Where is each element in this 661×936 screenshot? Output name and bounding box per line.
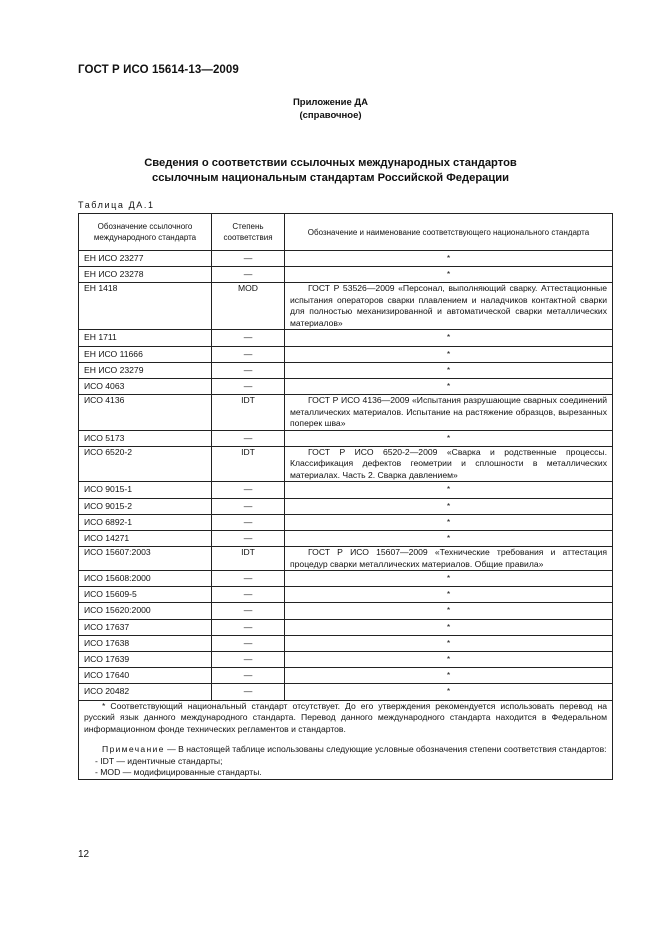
cell-international-code: ЕН ИСО 11666 — [79, 346, 212, 362]
cell-international-code: ИСО 4136 — [79, 395, 212, 431]
cell-degree: — — [212, 530, 285, 546]
table-row — [79, 346, 613, 362]
table-row — [79, 652, 613, 668]
cell-international-code: ИСО 9015-1 — [79, 482, 212, 498]
table-row — [79, 684, 613, 700]
section-title — [0, 156, 661, 186]
table-row — [79, 482, 613, 498]
table-row — [79, 530, 613, 546]
note-paragraph — [84, 744, 607, 756]
cell-national-standard: * — [285, 652, 613, 668]
cell-international-code: ЕН ИСО 23278 — [79, 267, 212, 283]
table-row — [79, 395, 613, 431]
table-row — [79, 603, 613, 619]
cell-national-standard: * — [285, 430, 613, 446]
cell-national-standard: * — [285, 619, 613, 635]
section-title-line-1: Сведения о соответствии ссылочных международных стандартов — [144, 157, 517, 169]
cell-international-code: ИСО 6892-1 — [79, 514, 212, 530]
cell-degree: IDT — [212, 395, 285, 431]
cell-national-standard: * — [285, 587, 613, 603]
cell-degree: — — [212, 330, 285, 346]
cell-international-code: ИСО 20482 — [79, 684, 212, 700]
cell-national-standard: * — [285, 346, 613, 362]
cell-international-code: ЕН 1711 — [79, 330, 212, 346]
cell-degree: — — [212, 571, 285, 587]
cell-international-code: ЕН ИСО 23279 — [79, 362, 212, 378]
cell-international-code: ИСО 15609-5 — [79, 587, 212, 603]
cell-degree: — — [212, 498, 285, 514]
cell-national-standard: * — [285, 378, 613, 394]
section-title-line-2: ссылочным национальным стандартам Российской Федерации — [151, 172, 510, 184]
table-header-row — [79, 214, 613, 251]
table-row — [79, 587, 613, 603]
cell-national-standard: * — [285, 530, 613, 546]
cell-international-code: ИСО 4063 — [79, 378, 212, 394]
cell-degree: — — [212, 251, 285, 267]
table-row — [79, 635, 613, 651]
cell-international-code: ИСО 15607:2003 — [79, 547, 212, 571]
table-label: Таблица ДА.1 — [78, 200, 155, 210]
cell-national-standard: * — [285, 603, 613, 619]
table-row — [79, 619, 613, 635]
cell-degree: — — [212, 684, 285, 700]
table-row — [79, 514, 613, 530]
table-row — [79, 668, 613, 684]
table-row — [79, 498, 613, 514]
cell-degree: — — [212, 378, 285, 394]
table-row — [79, 446, 613, 482]
notes-row — [79, 700, 613, 779]
cell-degree: MOD — [212, 283, 285, 330]
cell-degree: — — [212, 668, 285, 684]
correspondence-table — [78, 213, 613, 780]
header-degree: Степень соответствия — [212, 214, 285, 251]
cell-national-standard: * — [285, 482, 613, 498]
cell-degree: — — [212, 482, 285, 498]
cell-international-code: ИСО 14271 — [79, 530, 212, 546]
document-header: ГОСТ Р ИСО 15614-13—2009 — [78, 64, 239, 76]
note-label: Примечание — [102, 744, 165, 755]
cell-national-standard: * — [285, 514, 613, 530]
note-item-mod: - MOD — модифицированные стандарты. — [95, 767, 262, 778]
cell-national-standard: * — [285, 668, 613, 684]
cell-national-standard: * — [285, 251, 613, 267]
table-row — [79, 251, 613, 267]
annex-heading — [0, 96, 661, 122]
cell-national-standard: ГОСТ Р 53526—2009 «Персонал, выполняющий сварку. Аттестационные испытания операторов сварки плавлением и наладчиков контактной сварки для полностью механизированной и автоматической сварки металлических материалов» — [285, 283, 613, 330]
notes-cell — [79, 700, 613, 779]
cell-national-standard: * — [285, 498, 613, 514]
table-row — [79, 547, 613, 571]
table-row — [79, 362, 613, 378]
cell-international-code: ИСО 6520-2 — [79, 446, 212, 482]
table-row — [79, 330, 613, 346]
cell-degree: — — [212, 603, 285, 619]
table-row — [79, 571, 613, 587]
table-row — [79, 430, 613, 446]
header-national-standard: Обозначение и наименование соответствующего национального стандарта — [285, 214, 613, 251]
cell-degree: IDT — [212, 446, 285, 482]
cell-international-code: ИСО 9015-2 — [79, 498, 212, 514]
footnote: * Соответствующий национальный стандарт отсутствует. До его утверждения рекомендуется использовать перевод на русский язык данного международного стандарта. Перевод данного международного стандарта находится в Федеральном информационном фонде технических регламентов и стандартов. — [84, 700, 607, 734]
cell-national-standard: * — [285, 684, 613, 700]
cell-degree: — — [212, 514, 285, 530]
cell-degree: — — [212, 362, 285, 378]
cell-international-code: ИСО 15608:2000 — [79, 571, 212, 587]
cell-degree: — — [212, 619, 285, 635]
cell-national-standard: ГОСТ Р ИСО 4136—2009 «Испытания разрушающие сварных соединений металлических материалов. Испытание на растяжение образцов, вырезанных поперек шва» — [285, 395, 613, 431]
cell-degree: — — [212, 346, 285, 362]
cell-international-code: ИСО 17638 — [79, 635, 212, 651]
cell-international-code: ИСО 17637 — [79, 619, 212, 635]
table-row — [79, 267, 613, 283]
cell-international-code: ЕН 1418 — [79, 283, 212, 330]
cell-national-standard: * — [285, 267, 613, 283]
annex-title: Приложение ДА — [292, 97, 369, 108]
cell-degree: — — [212, 430, 285, 446]
table-row — [79, 283, 613, 330]
header-international-standard: Обозначение ссылочного международного стандарта — [79, 214, 212, 251]
note-item-idt: - IDT — идентичные стандарты; — [95, 755, 223, 766]
cell-national-standard: ГОСТ Р ИСО 6520-2—2009 «Сварка и родственные процессы. Классификация дефектов геометрии и сплошности в металлических материалах. Часть 2. Сварка давлением» — [285, 446, 613, 482]
cell-international-code: ЕН ИСО 23277 — [79, 251, 212, 267]
cell-international-code: ИСО 17640 — [79, 668, 212, 684]
cell-international-code: ИСО 5173 — [79, 430, 212, 446]
note-text: — В настоящей таблице использованы следующие условные обозначения степени соответствия стандартов: — [164, 744, 607, 755]
cell-degree: — — [212, 267, 285, 283]
cell-degree: — — [212, 635, 285, 651]
cell-national-standard: * — [285, 330, 613, 346]
cell-degree: — — [212, 587, 285, 603]
page-number: 12 — [78, 849, 90, 860]
cell-national-standard: * — [285, 362, 613, 378]
cell-international-code: ИСО 17639 — [79, 652, 212, 668]
annex-subtitle: (справочное) — [299, 110, 362, 121]
cell-national-standard: * — [285, 635, 613, 651]
cell-degree: — — [212, 652, 285, 668]
table-row — [79, 378, 613, 394]
cell-national-standard: * — [285, 571, 613, 587]
cell-national-standard: ГОСТ Р ИСО 15607—2009 «Технические требования и аттестация процедур сварки металлических материалов. Общие правила» — [285, 547, 613, 571]
cell-international-code: ИСО 15620:2000 — [79, 603, 212, 619]
cell-degree: IDT — [212, 547, 285, 571]
